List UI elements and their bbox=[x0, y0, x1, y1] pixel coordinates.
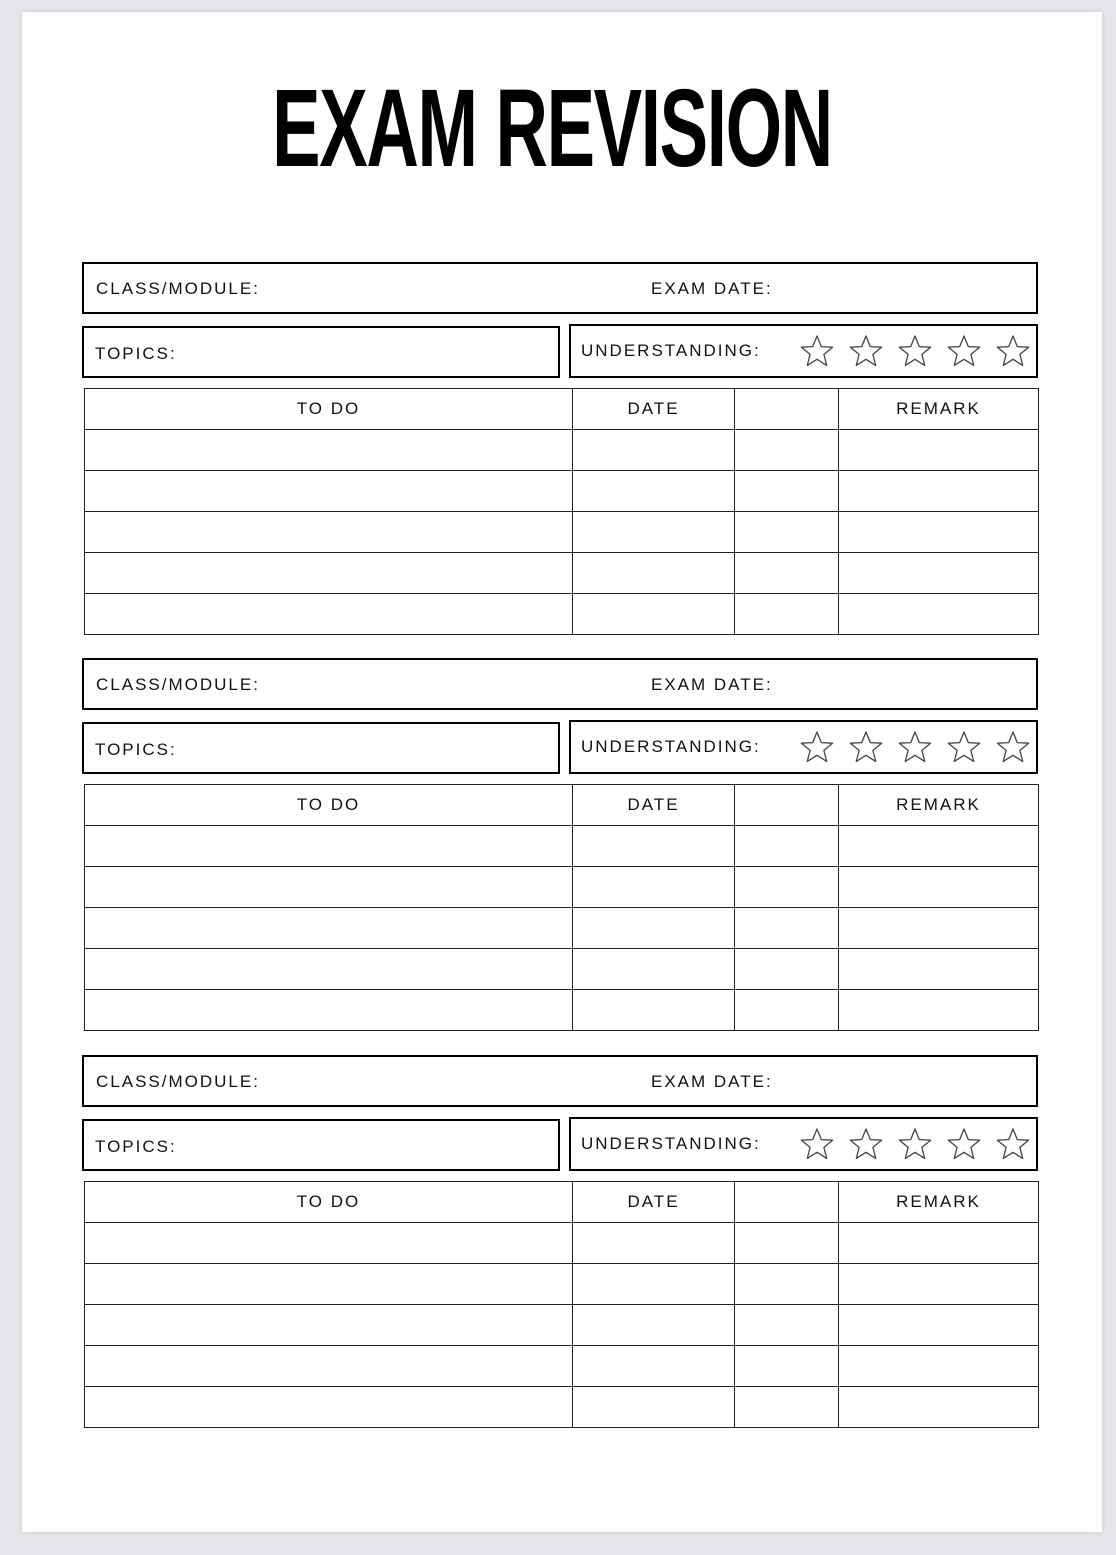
table-row bbox=[85, 949, 1039, 990]
topics-label: TOPICS: bbox=[95, 740, 177, 759]
star-icon[interactable] bbox=[799, 1127, 835, 1161]
remark-header: REMARK bbox=[839, 389, 1039, 430]
remark-cell[interactable] bbox=[839, 553, 1039, 594]
remark-cell[interactable] bbox=[839, 949, 1039, 990]
remark-cell[interactable] bbox=[839, 594, 1039, 635]
remark-header: REMARK bbox=[839, 1182, 1039, 1223]
blank-cell[interactable] bbox=[735, 1305, 839, 1346]
table-row bbox=[85, 512, 1039, 553]
date-cell[interactable] bbox=[573, 430, 735, 471]
date-cell[interactable] bbox=[573, 594, 735, 635]
blank-cell[interactable] bbox=[735, 553, 839, 594]
star-rating[interactable] bbox=[799, 730, 1031, 764]
date-header: DATE bbox=[573, 389, 735, 430]
remark-cell[interactable] bbox=[839, 471, 1039, 512]
todo-cell[interactable] bbox=[85, 908, 573, 949]
table-row bbox=[85, 1387, 1039, 1428]
todo-cell[interactable] bbox=[85, 512, 573, 553]
remark-header: REMARK bbox=[839, 785, 1039, 826]
star-icon[interactable] bbox=[995, 334, 1031, 368]
table-row bbox=[85, 430, 1039, 471]
blank-cell[interactable] bbox=[735, 594, 839, 635]
table-header bbox=[85, 389, 1039, 430]
todo-cell[interactable] bbox=[85, 594, 573, 635]
todo-cell[interactable] bbox=[85, 1264, 573, 1305]
planner-page bbox=[22, 12, 1102, 1532]
class-module-row[interactable] bbox=[82, 262, 1038, 314]
page-title: EXAM REVISION bbox=[272, 67, 832, 190]
table-row bbox=[85, 594, 1039, 635]
todo-cell[interactable] bbox=[85, 1305, 573, 1346]
todo-cell[interactable] bbox=[85, 990, 573, 1031]
star-icon[interactable] bbox=[995, 730, 1031, 764]
todo-cell[interactable] bbox=[85, 1223, 573, 1264]
exam-date-label: EXAM DATE: bbox=[651, 279, 773, 298]
table-row bbox=[85, 1223, 1039, 1264]
todo-cell[interactable] bbox=[85, 826, 573, 867]
table-row bbox=[85, 471, 1039, 512]
blank-cell[interactable] bbox=[735, 949, 839, 990]
todo-cell[interactable] bbox=[85, 1387, 573, 1428]
table-row bbox=[85, 1264, 1039, 1305]
star-icon[interactable] bbox=[897, 730, 933, 764]
star-icon[interactable] bbox=[848, 1127, 884, 1161]
todo-table bbox=[84, 784, 1039, 1031]
remark-cell[interactable] bbox=[839, 1387, 1039, 1428]
star-icon[interactable] bbox=[946, 730, 982, 764]
star-rating[interactable] bbox=[799, 1127, 1031, 1161]
class-module-label: CLASS/MODULE: bbox=[96, 1072, 260, 1091]
understanding-label: UNDERSTANDING: bbox=[581, 1134, 761, 1153]
date-cell[interactable] bbox=[573, 471, 735, 512]
remark-cell[interactable] bbox=[839, 826, 1039, 867]
blank-cell[interactable] bbox=[735, 1387, 839, 1428]
star-icon[interactable] bbox=[897, 334, 933, 368]
star-icon[interactable] bbox=[995, 1127, 1031, 1161]
date-cell[interactable] bbox=[573, 908, 735, 949]
todo-cell[interactable] bbox=[85, 867, 573, 908]
date-cell[interactable] bbox=[573, 1264, 735, 1305]
star-icon[interactable] bbox=[897, 1127, 933, 1161]
star-icon[interactable] bbox=[799, 334, 835, 368]
class-module-row[interactable] bbox=[82, 1055, 1038, 1107]
table-row bbox=[85, 867, 1039, 908]
understanding-field bbox=[569, 1117, 1038, 1171]
remark-cell[interactable] bbox=[839, 867, 1039, 908]
understanding-label: UNDERSTANDING: bbox=[581, 737, 761, 756]
todo-table bbox=[84, 1181, 1039, 1428]
date-cell[interactable] bbox=[573, 826, 735, 867]
date-header: DATE bbox=[573, 1182, 735, 1223]
topics-field[interactable] bbox=[82, 722, 560, 774]
todo-cell[interactable] bbox=[85, 553, 573, 594]
date-cell[interactable] bbox=[573, 1387, 735, 1428]
blank-header bbox=[735, 1182, 839, 1223]
class-module-row[interactable] bbox=[82, 658, 1038, 710]
blank-cell[interactable] bbox=[735, 826, 839, 867]
blank-cell[interactable] bbox=[735, 908, 839, 949]
todo-cell[interactable] bbox=[85, 471, 573, 512]
remark-cell[interactable] bbox=[839, 908, 1039, 949]
blank-cell[interactable] bbox=[735, 1264, 839, 1305]
star-icon[interactable] bbox=[799, 730, 835, 764]
blank-cell[interactable] bbox=[735, 990, 839, 1031]
table-row bbox=[85, 1305, 1039, 1346]
understanding-field bbox=[569, 324, 1038, 378]
table-row bbox=[85, 826, 1039, 867]
todo-header: TO DO bbox=[85, 389, 573, 430]
table-row bbox=[85, 908, 1039, 949]
blank-header bbox=[735, 785, 839, 826]
blank-cell[interactable] bbox=[735, 1223, 839, 1264]
class-module-label: CLASS/MODULE: bbox=[96, 279, 260, 298]
date-header: DATE bbox=[573, 785, 735, 826]
remark-cell[interactable] bbox=[839, 512, 1039, 553]
date-cell[interactable] bbox=[573, 1305, 735, 1346]
table-row bbox=[85, 990, 1039, 1031]
topics-label: TOPICS: bbox=[95, 1137, 177, 1156]
blank-cell[interactable] bbox=[735, 867, 839, 908]
todo-cell[interactable] bbox=[85, 430, 573, 471]
blank-cell[interactable] bbox=[735, 512, 839, 553]
date-cell[interactable] bbox=[573, 1346, 735, 1387]
remark-cell[interactable] bbox=[839, 430, 1039, 471]
star-rating[interactable] bbox=[799, 334, 1031, 368]
remark-cell[interactable] bbox=[839, 1346, 1039, 1387]
blank-cell[interactable] bbox=[735, 471, 839, 512]
table-header bbox=[85, 1182, 1039, 1223]
understanding-field bbox=[569, 720, 1038, 774]
topics-field[interactable] bbox=[82, 1119, 560, 1171]
remark-cell[interactable] bbox=[839, 1305, 1039, 1346]
topics-field[interactable] bbox=[82, 326, 560, 378]
exam-date-label: EXAM DATE: bbox=[651, 1072, 773, 1091]
star-icon[interactable] bbox=[848, 730, 884, 764]
date-cell[interactable] bbox=[573, 867, 735, 908]
star-icon[interactable] bbox=[946, 1127, 982, 1161]
blank-cell[interactable] bbox=[735, 430, 839, 471]
table-row bbox=[85, 1346, 1039, 1387]
blank-header bbox=[735, 389, 839, 430]
exam-date-label: EXAM DATE: bbox=[651, 675, 773, 694]
remark-cell[interactable] bbox=[839, 990, 1039, 1031]
table-row bbox=[85, 553, 1039, 594]
todo-cell[interactable] bbox=[85, 949, 573, 990]
table-header bbox=[85, 785, 1039, 826]
understanding-label: UNDERSTANDING: bbox=[581, 341, 761, 360]
todo-header: TO DO bbox=[85, 785, 573, 826]
blank-cell[interactable] bbox=[735, 1346, 839, 1387]
star-icon[interactable] bbox=[946, 334, 982, 368]
todo-header: TO DO bbox=[85, 1182, 573, 1223]
star-icon[interactable] bbox=[848, 334, 884, 368]
topics-label: TOPICS: bbox=[95, 344, 177, 363]
date-cell[interactable] bbox=[573, 1223, 735, 1264]
todo-cell[interactable] bbox=[85, 1346, 573, 1387]
date-cell[interactable] bbox=[573, 512, 735, 553]
todo-table bbox=[84, 388, 1039, 635]
date-cell[interactable] bbox=[573, 990, 735, 1031]
date-cell[interactable] bbox=[573, 949, 735, 990]
remark-cell[interactable] bbox=[839, 1264, 1039, 1305]
remark-cell[interactable] bbox=[839, 1223, 1039, 1264]
class-module-label: CLASS/MODULE: bbox=[96, 675, 260, 694]
date-cell[interactable] bbox=[573, 553, 735, 594]
